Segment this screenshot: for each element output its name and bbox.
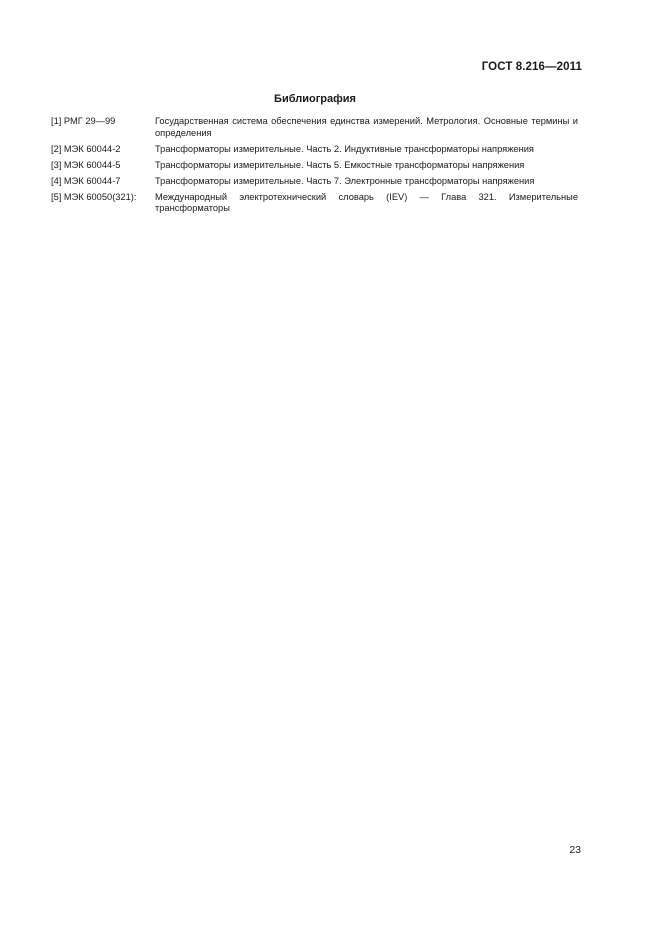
bibliography-entry [51,176,578,188]
bibliography-title: Трансформаторы измерительные. Часть 2. Индуктивные трансформаторы напряжения [155,143,534,154]
page-number: 23 [569,844,581,856]
bibliography-ref: [2] МЭК 60044-2 [51,143,121,154]
document-code: ГОСТ 8.216—2011 [481,61,582,73]
bibliography-ref: [1] РМГ 29—99 [51,116,116,126]
bibliography-ref: [3] МЭК 60044-5 [51,159,121,170]
bibliography-title: Трансформаторы измерительные. Часть 5. Емкостные трансформаторы напряжения [155,159,525,170]
bibliography-ref: [4] МЭК 60044-7 [51,175,121,186]
bibliography-list [51,116,578,219]
bibliography-title: Трансформаторы измерительные. Часть 7. Электронные трансформаторы напряжения [155,175,535,186]
bibliography-entry [51,144,578,156]
bibliography-entry [51,116,578,139]
bibliography-ref: [5] МЭК 60050(321): [51,191,137,202]
bibliography-title: Международный электротехнический словарь (IEV) — Глава 321. Измерительные трансформаторы [155,191,578,213]
bibliography-title: Государственная система обеспечения единства измерений. Метрология. Основные термины и определения [155,116,578,138]
bibliography-heading: Библиография [274,93,356,105]
bibliography-entry [51,160,578,172]
bibliography-entry [51,192,578,215]
